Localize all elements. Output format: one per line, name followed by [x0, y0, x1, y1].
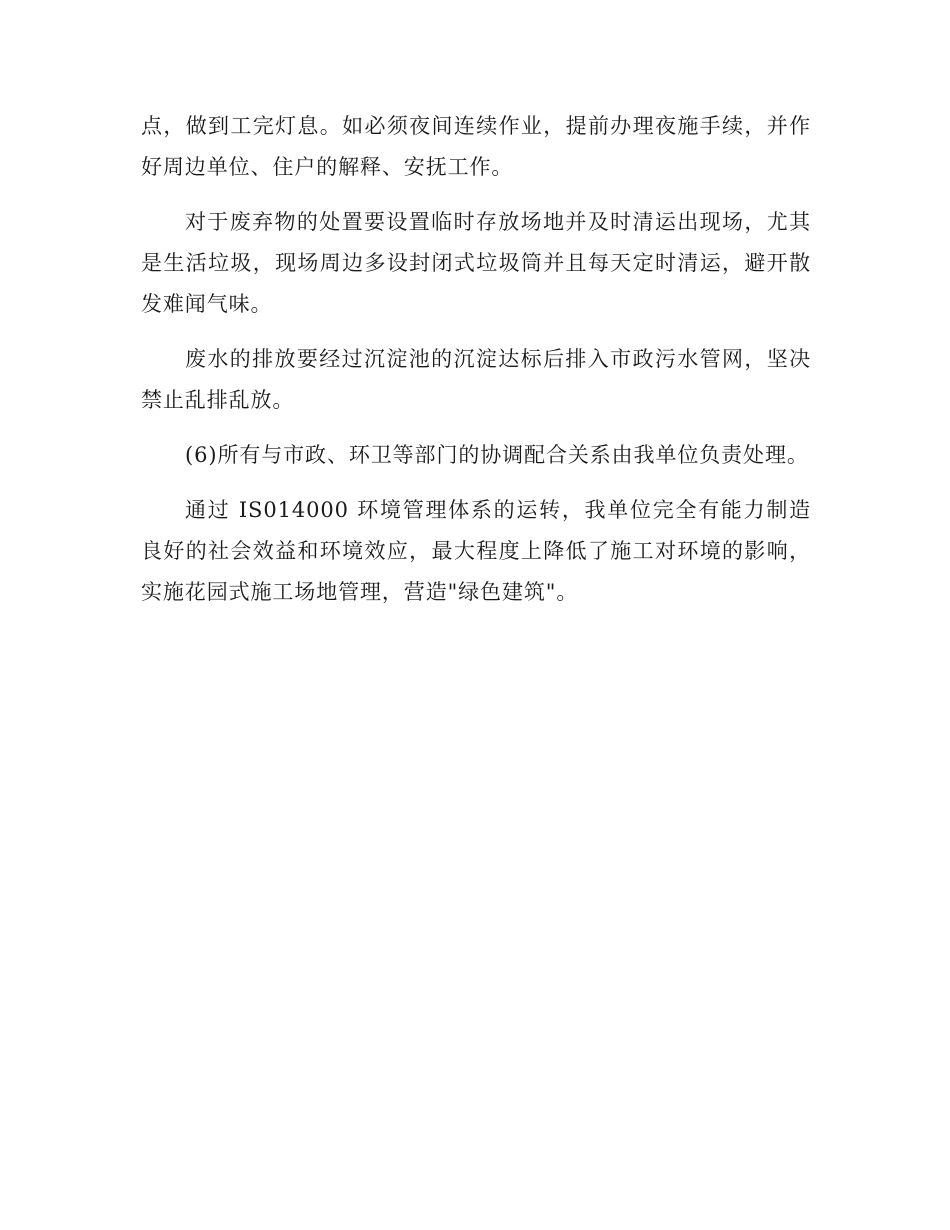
document-body	[141, 106, 811, 627]
paragraph-wastewater: 废水的排放要经过沉淀池的沉淀达标后排入市政污水管网，坚决禁止乱排乱放。	[141, 347, 811, 412]
paragraph-coordination: (6)所有与市政、环卫等部门的协调配合关系由我单位负责处理。	[185, 443, 809, 467]
paragraph-iso14000: 通过 IS014000 环境管理体系的运转，我单位完全有能力制造良好的社会效益和环境效应，最大程度上降低了施工对环境的影响，实施花园式施工场地管理，营造"绿色建筑"。	[141, 498, 811, 604]
paragraph-waste-disposal: 对于废弃物的处置要设置临时存放场地并及时清运出现场，尤其是生活垃圾，现场周边多设封闭式垃圾筒并且每天定时清运，避开散发难闻气味。	[141, 210, 811, 316]
paragraph-continuation: 点，做到工完灯息。如必须夜间连续作业，提前办理夜施手续，并作好周边单位、住户的解释、安抚工作。	[141, 114, 811, 179]
